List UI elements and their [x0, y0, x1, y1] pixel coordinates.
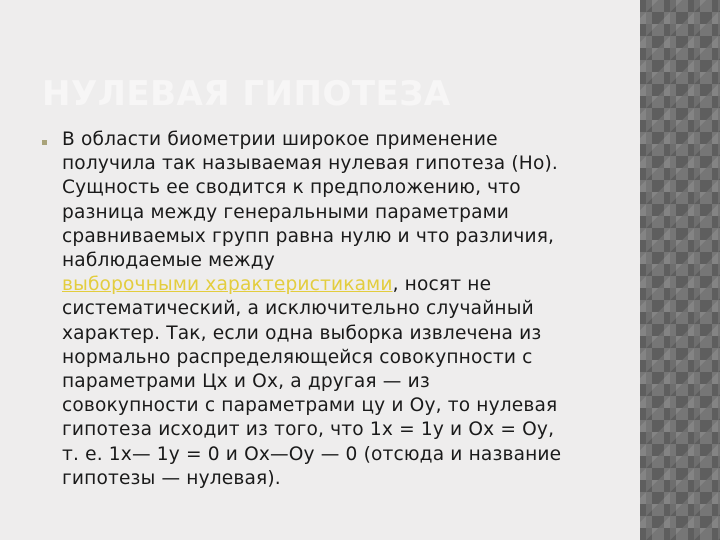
text-line: Сущность ее сводится к предположению, что: [62, 177, 521, 199]
text-fragment: , носят не: [392, 274, 492, 296]
text-line: разница между генеральными параметрами: [62, 201, 510, 223]
slide-title: НУЛЕВАЯ ГИПОТЕЗА: [42, 74, 451, 114]
decorative-pattern-overlay: [640, 0, 720, 540]
text-line: совокупности с параметрами цу и Оу, то нулевая: [62, 395, 558, 417]
text-line: наблюдаемые между: [62, 250, 275, 272]
selective-characteristics-link[interactable]: выборочными характеристиками: [62, 274, 393, 296]
bullet-text: [62, 128, 622, 491]
text-line: нормально распределяющейся совокупности с: [62, 346, 533, 368]
text-line: сравниваемых групп равна нулю и что различия,: [62, 225, 555, 247]
text-line: т. е. 1х— 1у = 0 и Ох—Оу — 0 (отсюда и название: [62, 443, 562, 465]
text-line: характер. Так, если одна выборка извлечена из: [62, 322, 542, 344]
text-line: параметрами Цх и Ох, а другая — из: [62, 371, 430, 393]
text-line: В области биометрии широкое применение: [62, 129, 498, 150]
text-line: гипотеза исходит из того, что 1х = 1у и Ох = Оу,: [62, 419, 555, 441]
text-line: гипотезы — нулевая).: [62, 467, 281, 489]
text-line: получила так называемая нулевая гипотеза (Но).: [62, 153, 558, 175]
text-line: систематический, а исключительно случайный: [62, 298, 534, 320]
bullet-marker-icon: [42, 140, 47, 145]
text-line-with-link: [62, 273, 622, 297]
